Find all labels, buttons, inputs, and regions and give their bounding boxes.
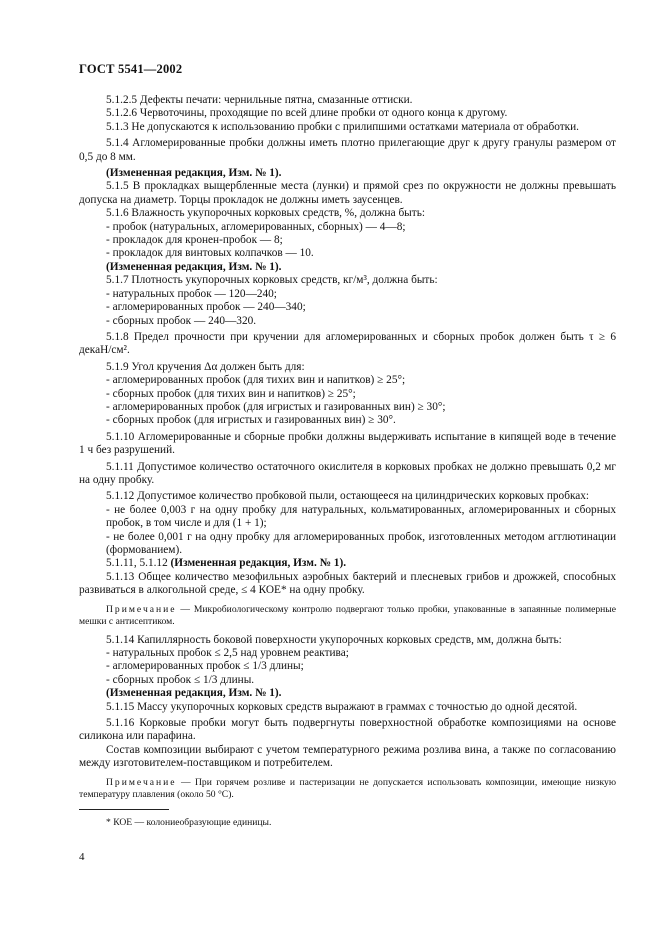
clause-5-1-7: 5.1.7 Плотность укупорочных корковых средств, кг/м³, должна быть: bbox=[106, 274, 438, 287]
list-item: - агломерированных пробок (для тихих вин и напитков) ≥ 25°; bbox=[106, 374, 406, 387]
document-body bbox=[79, 94, 616, 829]
list-item: - агломерированных пробок (для игристых и газированных вин) ≥ 30°; bbox=[106, 400, 446, 413]
list-item: - сборных пробок (для тихих вин и напитков) ≥ 25°; bbox=[106, 387, 356, 400]
list-item: - прокладок для винтовых колпачков — 10. bbox=[106, 247, 314, 260]
list-item: - сборных пробок (для игристых и газированных вин) ≥ 30°. bbox=[106, 414, 396, 427]
note-microbiology bbox=[79, 604, 616, 628]
amendment-note: (Измененная редакция, Изм. № 1). bbox=[106, 167, 282, 180]
clause-5-1-6: 5.1.6 Влажность укупорочных корковых средств, %, должна быть: bbox=[106, 207, 426, 220]
amendment-note: (Измененная редакция, Изм. № 1). bbox=[106, 687, 282, 700]
page-number: 4 bbox=[79, 851, 85, 863]
list-item: - не более 0,003 г на одну пробку для натуральных, кольматированных, агломерированных и сборных пробок, в том числе и для (1 + 1); bbox=[106, 503, 616, 530]
clause-5-1-2-6: 5.1.2.6 Червоточины, проходящие по всей длине пробки от одного конца к другому. bbox=[106, 107, 508, 120]
clause-5-1-4: 5.1.4 Агломерированные пробки должны иметь плотно прилегающие друг к другу гранулы размером от 0,5 до 8 мм. bbox=[79, 137, 616, 163]
clause-5-1-9: 5.1.9 Угол кручения Δα должен быть для: bbox=[106, 360, 305, 373]
clause-5-1-3: 5.1.3 Не допускаются к использованию пробки с прилипшими остатками материала от обработки. bbox=[106, 120, 579, 133]
clause-5-1-15: 5.1.15 Массу укупорочных корковых средств выражают в граммах с точностью до одной десятой. bbox=[106, 700, 578, 713]
list-item: - агломерированных пробок ≤ 1/3 длины; bbox=[106, 660, 304, 673]
clause-5-1-12: 5.1.12 Допустимое количество пробковой пыли, остающееся на цилиндрических корковых пробках: bbox=[106, 490, 590, 503]
list-item: - прокладок для кронен-пробок — 8; bbox=[106, 234, 283, 247]
list-item: - агломерированных пробок — 240—340; bbox=[106, 301, 306, 314]
list-item: - натуральных пробок — 120—240; bbox=[106, 287, 277, 300]
list-item: - пробок (натуральных, агломерированных, сборных) — 4—8; bbox=[106, 220, 406, 233]
note-text: — Микробиологическому контролю подвергают только пробки, упакованные в запаянные полимерные мешки с антисептиком. bbox=[79, 603, 616, 627]
document-id: ГОСТ 5541—2002 bbox=[79, 62, 183, 76]
note-text: — При горячем розливе и пастеризации не допускается использовать композиции, имеющие низкую температуру плавления (около 50 °С). bbox=[79, 776, 616, 800]
clause-5-1-16: 5.1.16 Корковые пробки могут быть подвергнуты поверхностной обработке композициями на основе силикона или парафина. bbox=[79, 717, 616, 743]
clause-5-1-8: 5.1.8 Предел прочности при кручении для агломерированных и сборных пробок должен быть τ ≥ 6 декаН/см². bbox=[79, 330, 616, 357]
clause-5-1-13: 5.1.13 Общее количество мезофильных аэробных бактерий и плесневых грибов и дрожжей, способных развиваться в алкогольной среде, ≤ 4 КОЕ* на одну пробку. bbox=[79, 570, 616, 597]
footnote: * КОЕ — колониеобразующие единицы. bbox=[106, 816, 272, 828]
note-label: Примечание bbox=[106, 603, 177, 615]
list-item: - натуральных пробок ≤ 2,5 над уровнем реактива; bbox=[106, 647, 349, 660]
footnote-divider bbox=[79, 809, 169, 810]
clause-numbers: 5.1.11, 5.1.12 bbox=[106, 557, 171, 570]
clause-5-1-5: 5.1.5 В прокладках выщербленные места (лунки) и прямой срез по окружности не должны превышать допуска на диаметр. Торцы прокладок не должны иметь заусенцев. bbox=[79, 180, 616, 206]
list-item: - сборных пробок ≤ 1/3 длины. bbox=[106, 673, 255, 686]
amendment-note: (Измененная редакция, Изм. № 1). bbox=[170, 557, 347, 570]
composition-paragraph: Состав композиции выбирают с учетом температурного режима розлива вина, а также по согласованию между изготовителем-поставщиком и потребителем. bbox=[79, 743, 616, 770]
note-hot-bottling bbox=[79, 777, 616, 801]
list-item: - не более 0,001 г на одну пробку для агломерированных пробок, изготовленных методом агглютинации (формованием). bbox=[106, 530, 616, 556]
amendment-note: (Измененная редакция, Изм. № 1). bbox=[106, 260, 282, 273]
note-label: Примечание bbox=[106, 776, 177, 788]
clause-amendment-5-1-11-5-1-12 bbox=[79, 557, 616, 570]
clause-5-1-11: 5.1.11 Допустимое количество остаточного окислителя в корковых пробках не должно превышать 0,2 мг на одну пробку. bbox=[79, 460, 616, 486]
list-item: - сборных пробок — 240—320. bbox=[106, 314, 257, 327]
clause-5-1-10: 5.1.10 Агломерированные и сборные пробки должны выдерживать испытание в кипящей воде в течение 1 ч без разрушений. bbox=[79, 430, 616, 457]
clause-5-1-2-5: 5.1.2.5 Дефекты печати: чернильные пятна, смазанные оттиски. bbox=[106, 94, 413, 106]
clause-5-1-14: 5.1.14 Капиллярность боковой поверхности укупорочных корковых средств, мм, должна быть: bbox=[106, 633, 562, 646]
